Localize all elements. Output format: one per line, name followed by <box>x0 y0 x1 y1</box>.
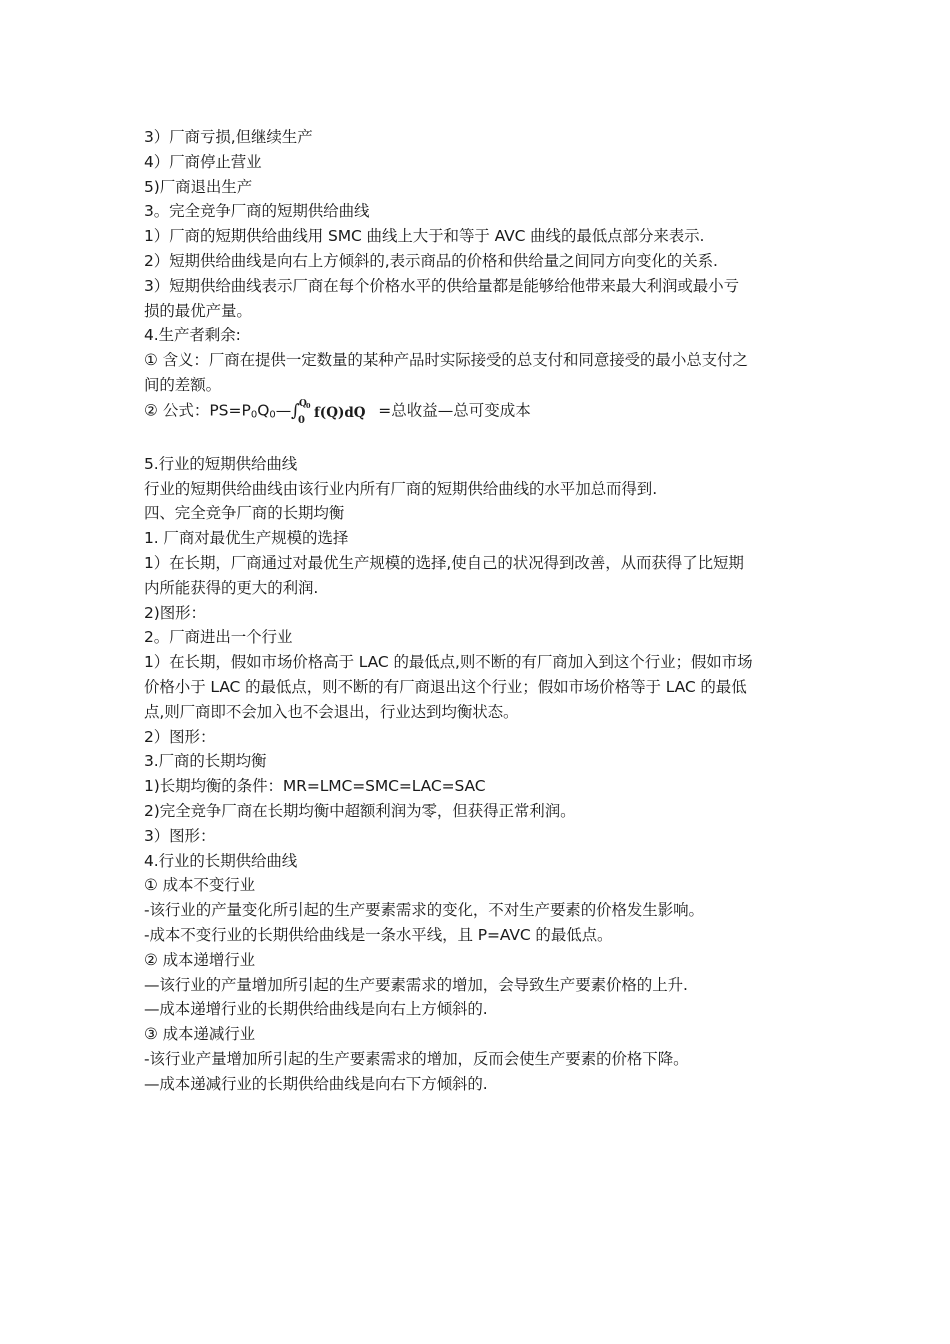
text-line: ① 含义：厂商在提供一定数量的某种产品时实际接受的总支付和同意接受的最小总支付之 <box>144 351 748 370</box>
text-line: 1）在长期，厂商通过对最优生产规模的选择,使自己的状况得到改善，从而获得了比短期 <box>144 553 744 572</box>
formula-dash: — <box>275 401 292 420</box>
text-line: 点,则厂商即不会加入也不会退出，行业达到均衡状态。 <box>144 702 519 721</box>
text-line: 3）厂商亏损,但继续生产 <box>144 128 313 146</box>
text-line: —成本递减行业的长期供给曲线是向右下方倾斜的. <box>144 1074 488 1093</box>
text-line: 2）图形： <box>144 727 216 746</box>
text-line: ③ 成本递减行业 <box>144 1025 256 1044</box>
integral-upper-limit: Q <box>299 398 308 409</box>
text-line: 四、完全竞争厂商的长期均衡 <box>144 504 345 523</box>
text-line: 3）短期供给曲线表示厂商在每个价格水平的供给量都是能够给他带来最大利润或最小亏 <box>144 276 739 295</box>
text-line: ① 成本不变行业 <box>144 876 256 895</box>
text-line: 间的差额。 <box>144 375 222 394</box>
text-line: -成本不变行业的长期供给曲线是一条水平线，且 P=AVC 的最低点。 <box>144 925 613 944</box>
text-line: 内所能获得的更大的利润. <box>144 578 319 597</box>
text-line: 2）短期供给曲线是向右上方倾斜的,表示商品的价格和供给量之间同方向变化的关系. <box>144 251 718 270</box>
formula-sub-p0: 0 <box>250 409 258 421</box>
text-block-long-run <box>144 452 814 1097</box>
text-line: 4.生产者剩余: <box>144 326 241 345</box>
formula-sub-q0: 0 <box>269 409 276 421</box>
text-block-short-run <box>144 125 814 398</box>
integral-svg <box>291 398 373 424</box>
text-line: 4.行业的长期供给曲线 <box>144 851 298 870</box>
producer-surplus-formula <box>144 398 814 430</box>
text-line: -该行业产量增加所引起的生产要素需求的增加，反而会使生产要素的价格下降。 <box>144 1049 689 1068</box>
text-line: —该行业的产量增加所引起的生产要素需求的增加，会导致生产要素价格的上升. <box>144 975 688 994</box>
text-line: 1. 厂商对最优生产规模的选择 <box>144 529 349 548</box>
text-line: 1)长期均衡的条件：MR=LMC=SMC=LAC=SAC <box>144 777 486 796</box>
text-line: 2)完全竞争厂商在长期均衡中超额利润为零，但获得正常利润。 <box>144 801 576 820</box>
text-line: 3。完全竞争厂商的短期供给曲线 <box>144 202 370 221</box>
text-line: 3.厂商的长期均衡 <box>144 752 267 771</box>
text-line: —成本递增行业的长期供给曲线是向右上方倾斜的. <box>144 1000 488 1019</box>
text-line: 1）厂商的短期供给曲线用 SMC 曲线上大于和等于 AVC 曲线的最低点部分来表示. <box>144 227 705 246</box>
paragraph-spacer <box>144 430 814 452</box>
text-line: 5.行业的短期供给曲线 <box>144 454 298 473</box>
text-line: 5)厂商退出生产 <box>144 177 253 196</box>
integral-lower-limit: 0 <box>298 414 306 424</box>
text-line: 2)图形： <box>144 603 206 622</box>
integrand: f(Q)dQ <box>314 404 366 421</box>
text-line: 价格小于 LAC 的最低点，则不断的有厂商退出这个行业；假如市场价格等于 LAC 的最低 <box>144 677 747 696</box>
integral-expression <box>291 398 373 424</box>
text-line: 损的最优产量。 <box>144 301 252 320</box>
integral-upper-limit-sub: 0 <box>306 401 311 410</box>
text-line: 行业的短期供给曲线由该行业内所有厂商的短期供给曲线的水平加总而得到. <box>144 479 658 498</box>
text-line: -该行业的产量变化所引起的生产要素需求的变化，不对生产要素的价格发生影响。 <box>144 901 704 920</box>
formula-prefix: ② 公式：PS=P <box>144 401 251 420</box>
text-line: 3）图形： <box>144 826 216 845</box>
text-line: ② 成本递增行业 <box>144 950 256 969</box>
formula-q: Q <box>257 401 270 420</box>
text-line: 1）在长期，假如市场价格高于 LAC 的最低点,则不断的有厂商加入到这个行业；假如市场 <box>144 653 753 672</box>
text-line: 2。厂商进出一个行业 <box>144 628 293 647</box>
integral-sign: ∫ <box>291 400 301 421</box>
text-line: 4）厂商停止营业 <box>144 152 262 171</box>
document-page <box>144 125 814 1096</box>
formula-suffix: =总收益—总可变成本 <box>373 401 531 420</box>
